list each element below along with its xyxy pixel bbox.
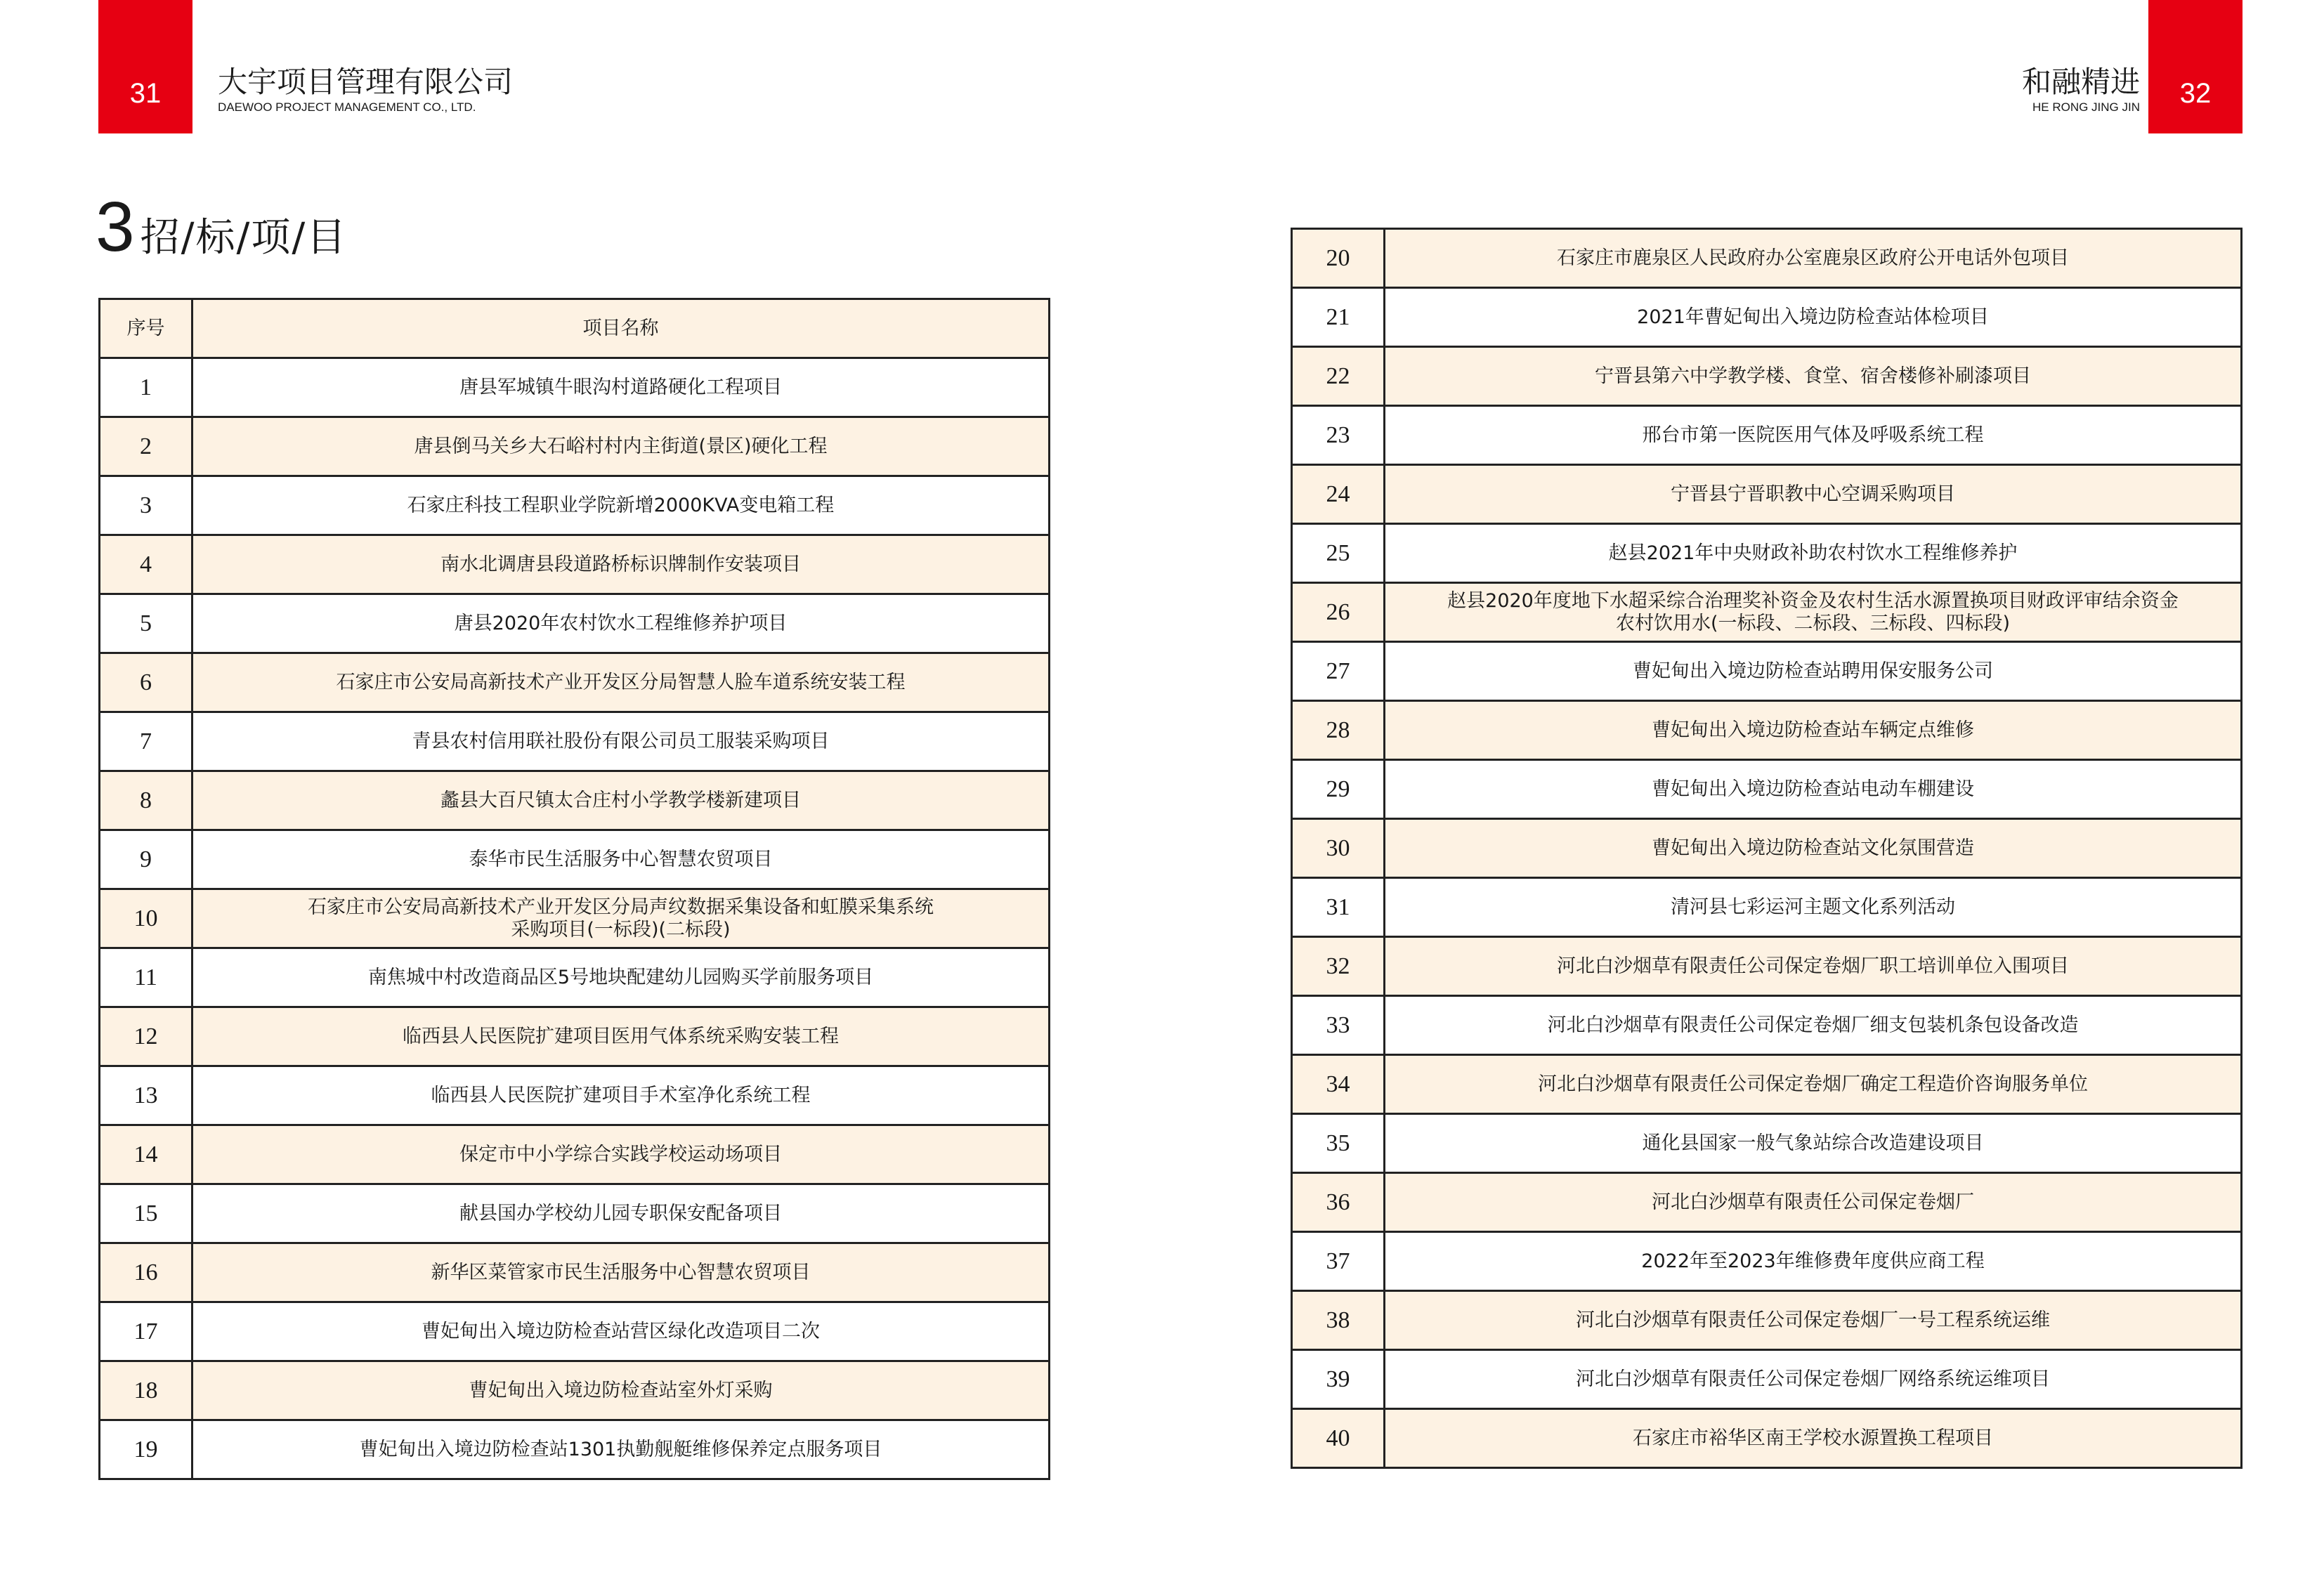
table-row xyxy=(1292,347,2242,406)
project-name-cell xyxy=(192,653,1050,712)
project-name-cell xyxy=(1385,760,2242,819)
project-no: 38 xyxy=(1292,1291,1385,1350)
project-name: 通化县国家一般气象站综合改造建设项目 xyxy=(1642,1132,1984,1154)
table-header-row xyxy=(100,299,1050,358)
project-no: 5 xyxy=(100,594,192,653)
table-row xyxy=(1292,878,2242,937)
project-name: 赵县2020年度地下水超采综合治理奖补资金及农村生活水源置换项目财政评审结余资金 xyxy=(1447,589,2179,612)
table-row xyxy=(100,1420,1050,1479)
project-no: 28 xyxy=(1292,701,1385,760)
project-name-cell xyxy=(1385,1114,2242,1173)
table-row xyxy=(100,1066,1050,1125)
project-no: 14 xyxy=(100,1125,192,1184)
projects-table-right-body xyxy=(1292,229,2242,1468)
project-name: 石家庄市裕华区南王学校水源置换工程项目 xyxy=(1633,1427,1993,1449)
project-name: 新华区菜管家市民生活服务中心智慧农贸项目 xyxy=(431,1261,811,1283)
project-name: 2022年至2023年维修费年度供应商工程 xyxy=(1641,1250,1985,1272)
project-no: 3 xyxy=(100,476,192,535)
project-name-cell xyxy=(1385,1291,2242,1350)
project-name-cell xyxy=(192,1125,1050,1184)
table-row xyxy=(100,1125,1050,1184)
section-title xyxy=(96,188,347,266)
project-name: 河北白沙烟草有限责任公司保定卷烟厂职工培训单位入围项目 xyxy=(1557,955,2069,977)
page-number-left xyxy=(98,0,192,133)
project-name-cell xyxy=(192,1361,1050,1420)
project-name-cell xyxy=(1385,583,2242,642)
project-no: 33 xyxy=(1292,996,1385,1055)
project-no: 21 xyxy=(1292,288,1385,347)
page-number-left-text: 31 xyxy=(129,78,162,109)
project-name-cell xyxy=(1385,406,2242,465)
project-name: 河北白沙烟草有限责任公司保定卷烟厂一号工程系统运维 xyxy=(1576,1309,2050,1331)
table-row xyxy=(100,1361,1050,1420)
table-row xyxy=(1292,1114,2242,1173)
table-row xyxy=(100,417,1050,476)
project-name: 曹妃甸出入境边防检查站电动车棚建设 xyxy=(1652,778,1974,800)
table-row xyxy=(1292,701,2242,760)
project-name: 保定市中小学综合实践学校运动场项目 xyxy=(459,1143,782,1165)
project-no: 34 xyxy=(1292,1055,1385,1114)
project-name: 南水北调唐县段道路桥标识牌制作安装项目 xyxy=(440,553,801,575)
project-name: 曹妃甸出入境边防检查站营区绿化改造项目二次 xyxy=(422,1320,820,1342)
project-no: 22 xyxy=(1292,347,1385,406)
section-title-text: 招/标/项/目 xyxy=(140,215,348,261)
project-name-cell xyxy=(192,358,1050,417)
table-row xyxy=(100,1007,1050,1066)
project-name: 石家庄市公安局高新技术产业开发区分局声纹数据采集设备和虹膜采集系统 xyxy=(308,896,934,918)
project-name-cell xyxy=(192,476,1050,535)
project-no: 12 xyxy=(100,1007,192,1066)
project-no: 27 xyxy=(1292,642,1385,701)
project-name: 2021年曹妃甸出入境边防检查站体检项目 xyxy=(1637,306,1989,328)
project-name: 蠡县大百尺镇太合庄村小学教学楼新建项目 xyxy=(440,789,801,811)
table-row xyxy=(1292,288,2242,347)
project-name-cell xyxy=(1385,642,2242,701)
projects-table-left xyxy=(98,298,1050,1480)
project-name-cell xyxy=(192,1007,1050,1066)
table-row xyxy=(100,830,1050,889)
project-name-cell xyxy=(1385,937,2242,996)
section-number: 3 xyxy=(96,188,135,266)
project-no: 7 xyxy=(100,712,192,771)
project-name-line2: 农村饮用水(一标段、二标段、三标段、四标段) xyxy=(1615,612,2011,634)
project-no: 16 xyxy=(100,1243,192,1302)
project-name: 青县农村信用联社股份有限公司员工服装采购项目 xyxy=(412,730,830,752)
project-no: 25 xyxy=(1292,524,1385,583)
project-name: 曹妃甸出入境边防检查站车辆定点维修 xyxy=(1652,719,1974,741)
project-no: 35 xyxy=(1292,1114,1385,1173)
table-row xyxy=(1292,760,2242,819)
company-name-cn: 大宇项目管理有限公司 xyxy=(218,65,514,99)
project-name-cell xyxy=(192,889,1050,948)
project-name-cell xyxy=(1385,288,2242,347)
project-no: 17 xyxy=(100,1302,192,1361)
table-row xyxy=(1292,937,2242,996)
project-name-cell xyxy=(1385,996,2242,1055)
table-row xyxy=(100,889,1050,948)
project-name-cell xyxy=(1385,819,2242,878)
project-name-cell xyxy=(192,1184,1050,1243)
project-no: 10 xyxy=(100,889,192,948)
project-no: 26 xyxy=(1292,583,1385,642)
project-no: 20 xyxy=(1292,229,1385,288)
project-name-cell xyxy=(1385,465,2242,524)
project-no: 9 xyxy=(100,830,192,889)
project-no: 15 xyxy=(100,1184,192,1243)
project-name: 邢台市第一医院医用气体及呼吸系统工程 xyxy=(1642,424,1984,446)
project-name: 曹妃甸出入境边防检查站1301执勤舰艇维修保养定点服务项目 xyxy=(359,1438,882,1460)
project-name: 石家庄科技工程职业学院新增2000KVA变电箱工程 xyxy=(407,494,835,516)
project-no: 23 xyxy=(1292,406,1385,465)
project-no: 37 xyxy=(1292,1232,1385,1291)
company-brand xyxy=(218,65,513,115)
project-name: 临西县人民医院扩建项目手术室净化系统工程 xyxy=(431,1084,811,1106)
project-name-cell xyxy=(192,1243,1050,1302)
table-row xyxy=(100,948,1050,1007)
project-no: 4 xyxy=(100,535,192,594)
table-row xyxy=(100,1184,1050,1243)
project-name-cell xyxy=(192,1066,1050,1125)
project-name-line2: 采购项目(一标段)(二标段) xyxy=(511,918,731,941)
project-name: 唐县军城镇牛眼沟村道路硬化工程项目 xyxy=(459,376,782,398)
project-name: 献县国办学校幼儿园专职保安配备项目 xyxy=(459,1202,782,1224)
project-no: 2 xyxy=(100,417,192,476)
project-name: 临西县人民医院扩建项目医用气体系统采购安装工程 xyxy=(403,1025,839,1047)
project-no: 40 xyxy=(1292,1409,1385,1468)
project-name: 宁晋县第六中学教学楼、食堂、宿舍楼修补刷漆项目 xyxy=(1595,365,2031,387)
projects-table-left-body xyxy=(100,299,1050,1479)
project-no: 31 xyxy=(1292,878,1385,937)
project-name-cell xyxy=(192,830,1050,889)
project-no: 6 xyxy=(100,653,192,712)
project-no: 19 xyxy=(100,1420,192,1479)
project-name-cell xyxy=(192,535,1050,594)
project-no: 36 xyxy=(1292,1173,1385,1232)
table-row xyxy=(100,1243,1050,1302)
project-name-cell xyxy=(1385,347,2242,406)
projects-table-right xyxy=(1291,228,2243,1469)
project-name: 河北白沙烟草有限责任公司保定卷烟厂细支包装机条包设备改造 xyxy=(1547,1014,2079,1036)
project-name: 曹妃甸出入境边防检查站文化氛围营造 xyxy=(1652,837,1974,859)
project-name-cell xyxy=(1385,1232,2242,1291)
project-name-cell xyxy=(192,1420,1050,1479)
project-name-cell xyxy=(1385,1409,2242,1468)
project-name-cell xyxy=(1385,1350,2242,1409)
table-row xyxy=(100,1302,1050,1361)
table-row xyxy=(1292,1409,2242,1468)
project-no: 18 xyxy=(100,1361,192,1420)
project-no: 13 xyxy=(100,1066,192,1125)
project-name-cell xyxy=(192,771,1050,830)
project-name: 曹妃甸出入境边防检查站室外灯采购 xyxy=(469,1379,773,1401)
table-row xyxy=(1292,465,2242,524)
header-no: 序号 xyxy=(100,299,192,358)
project-name-cell xyxy=(1385,1055,2242,1114)
project-name-cell xyxy=(192,594,1050,653)
table-row xyxy=(1292,819,2242,878)
company-name-en: DAEWOO PROJECT MANAGEMENT CO., LTD. xyxy=(218,100,476,114)
slogan-brand xyxy=(2022,65,2140,115)
project-no: 11 xyxy=(100,948,192,1007)
table-row xyxy=(100,712,1050,771)
project-name-cell xyxy=(1385,229,2242,288)
project-no: 29 xyxy=(1292,760,1385,819)
page-number-right-text: 32 xyxy=(2179,78,2212,109)
table-row xyxy=(100,358,1050,417)
table-row xyxy=(1292,583,2242,642)
slogan-en: HE RONG JING JIN xyxy=(2032,100,2140,114)
table-row xyxy=(1292,1291,2242,1350)
project-name: 宁晋县宁晋职教中心空调采购项目 xyxy=(1671,483,1955,505)
page-number-right xyxy=(2148,0,2243,133)
project-name: 石家庄市公安局高新技术产业开发区分局智慧人脸车道系统安装工程 xyxy=(336,671,906,693)
project-name-cell xyxy=(1385,1173,2242,1232)
table-row xyxy=(1292,996,2242,1055)
table-row xyxy=(100,594,1050,653)
project-name: 南焦城中村改造商品区5号地块配建幼儿园购买学前服务项目 xyxy=(367,966,874,988)
table-row xyxy=(1292,1232,2242,1291)
table-row xyxy=(1292,642,2242,701)
project-name-cell xyxy=(192,948,1050,1007)
project-name-cell xyxy=(192,712,1050,771)
project-name-cell xyxy=(1385,701,2242,760)
table-row xyxy=(1292,524,2242,583)
table-row xyxy=(1292,1173,2242,1232)
project-no: 32 xyxy=(1292,937,1385,996)
project-name-cell xyxy=(1385,524,2242,583)
table-row xyxy=(1292,1055,2242,1114)
project-no: 8 xyxy=(100,771,192,830)
project-name: 泰华市民生活服务中心智慧农贸项目 xyxy=(469,848,773,870)
table-row xyxy=(100,535,1050,594)
project-no: 24 xyxy=(1292,465,1385,524)
project-name: 赵县2021年中央财政补助农村饮水工程维修养护 xyxy=(1608,542,2018,564)
project-name: 河北白沙烟草有限责任公司保定卷烟厂网络系统运维项目 xyxy=(1576,1368,2050,1390)
project-no: 1 xyxy=(100,358,192,417)
table-row xyxy=(1292,229,2242,288)
project-name: 唐县倒马关乡大石峪村村内主街道(景区)硬化工程 xyxy=(414,435,828,457)
table-row xyxy=(100,653,1050,712)
project-name: 河北白沙烟草有限责任公司保定卷烟厂确定工程造价咨询服务单位 xyxy=(1538,1073,2088,1095)
project-name-cell xyxy=(192,1302,1050,1361)
project-name: 曹妃甸出入境边防检查站聘用保安服务公司 xyxy=(1633,660,1993,682)
project-name: 唐县2020年农村饮水工程维修养护项目 xyxy=(454,612,788,634)
project-name: 河北白沙烟草有限责任公司保定卷烟厂 xyxy=(1652,1191,1974,1213)
project-no: 30 xyxy=(1292,819,1385,878)
project-name-cell xyxy=(192,417,1050,476)
project-name: 清河县七彩运河主题文化系列活动 xyxy=(1671,896,1955,918)
project-no: 39 xyxy=(1292,1350,1385,1409)
slogan-cn: 和融精进 xyxy=(2021,65,2140,99)
table-row xyxy=(1292,406,2242,465)
table-row xyxy=(1292,1350,2242,1409)
header-name: 项目名称 xyxy=(192,299,1050,358)
project-name: 石家庄市鹿泉区人民政府办公室鹿泉区政府公开电话外包项目 xyxy=(1557,247,2069,269)
table-row xyxy=(100,771,1050,830)
project-name-cell xyxy=(1385,878,2242,937)
table-row xyxy=(100,476,1050,535)
